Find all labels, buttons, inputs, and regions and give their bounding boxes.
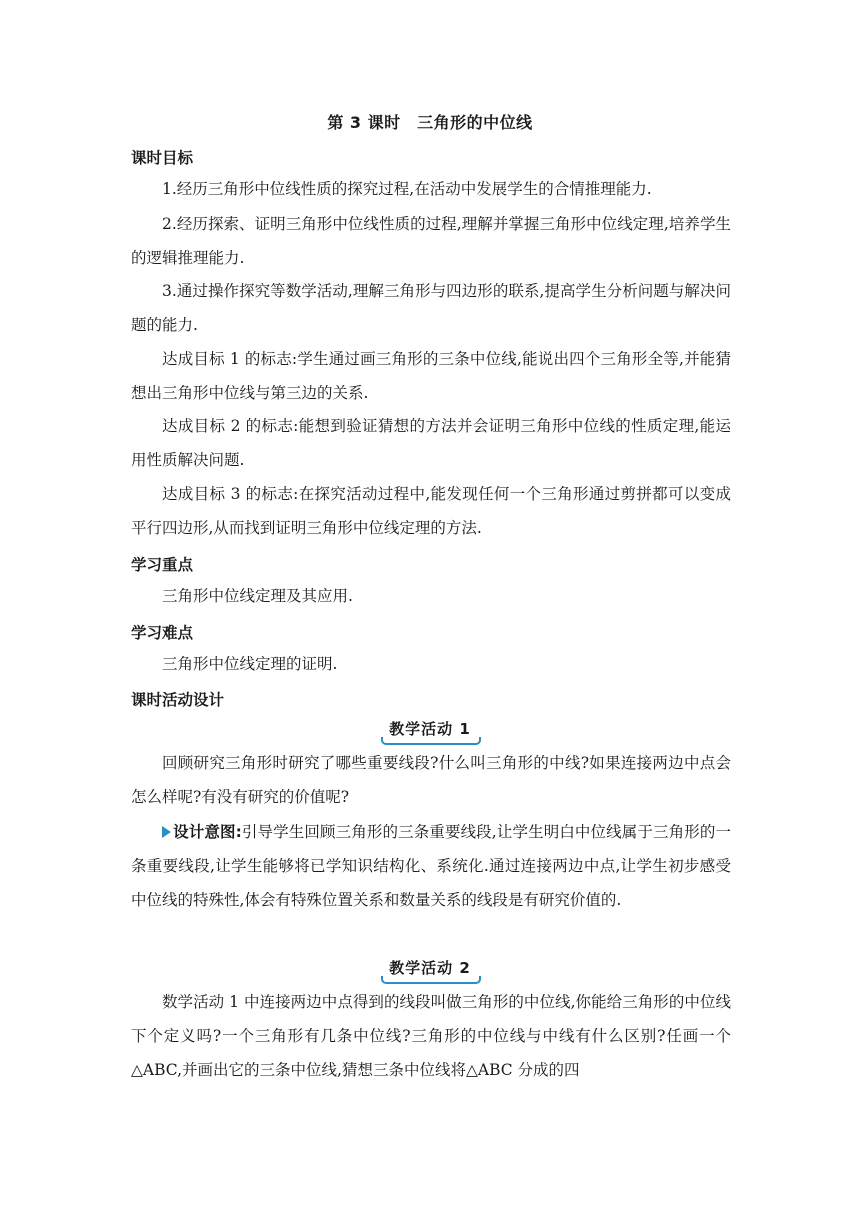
- objective-2: 2.经历探索、证明三角形中位线性质的过程,理解并掌握三角形中位线定理,培养学生的逻辑推理能力.: [131, 215, 731, 267]
- objective-3: 3.通过操作探究等数学活动,理解三角形与四边形的联系,提高学生分析问题与解决问题的能力.: [131, 282, 731, 334]
- key-points-heading: 学习重点: [131, 556, 194, 574]
- key-points-text: 三角形中位线定理及其应用.: [162, 587, 353, 605]
- difficulties-text: 三角形中位线定理的证明.: [162, 655, 338, 673]
- triangle-marker-icon: [162, 826, 171, 838]
- objective-2-indicator: 达成目标 2 的标志:能想到验证猜想的方法并会证明三角形中位线的性质定理,能运用性质解决问题.: [131, 417, 731, 469]
- activity-1-text: 回顾研究三角形时研究了哪些重要线段?什么叫三角形的中线?如果连接两边中点会怎么样呢?有没有研究的价值呢?: [131, 754, 731, 806]
- activity-2-banner: [0, 957, 860, 981]
- objective-1-indicator: 达成目标 1 的标志:学生通过画三角形的三条中位线,能说出四个三角形全等,并能猜想出三角形中位线与第三边的关系.: [131, 350, 731, 402]
- intent-text: 引导学生回顾三角形的三条重要线段,让学生明白中位线属于三角形的一条重要线段,让学生能够将已学知识结构化、系统化.通过连接两边中点,让学生初步感受中位线的特殊性,体会有特殊位置关系和数量关系的线段是有研究价值的.: [131, 823, 731, 909]
- activity-1-banner: [0, 718, 860, 742]
- activity-2-text: 数学活动 1 中连接两边中点得到的线段叫做三角形的中位线,你能给三角形的中位线下个定义吗?一个三角形有几条中位线?三角形的中位线与中线有什么区别?任画一个△ABC,并画出它的三条中位线,猜想三条中位线将△ABC 分成的四: [131, 993, 731, 1079]
- activity-2-label: 教学活动 2: [383, 957, 477, 981]
- objectives-heading: 课时目标: [131, 149, 194, 167]
- activity-1-intent: [131, 815, 731, 917]
- objective-3-indicator: 达成目标 3 的标志:在探究活动过程中,能发现任何一个三角形通过剪拼都可以变成平行四边形,从而找到证明三角形中位线定理的方法.: [131, 485, 731, 537]
- design-heading: 课时活动设计: [131, 691, 225, 709]
- lesson-title: 第 3 课时 三角形的中位线: [327, 113, 533, 132]
- intent-label: 设计意图:: [173, 823, 242, 841]
- difficulties-heading: 学习难点: [131, 624, 194, 642]
- activity-1-label: 教学活动 1: [383, 718, 477, 742]
- objective-1: 1.经历三角形中位线性质的探究过程,在活动中发展学生的合情推理能力.: [162, 180, 652, 198]
